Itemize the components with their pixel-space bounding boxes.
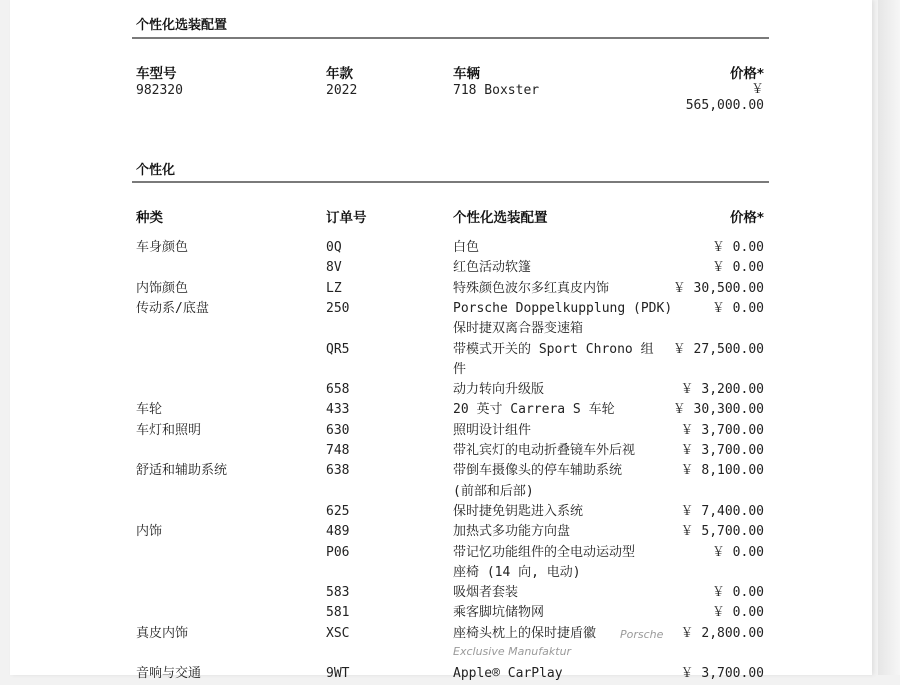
base-price-value: 565,000.00 (685, 98, 764, 113)
row-price: ￥ 3,200.00 (680, 382, 764, 398)
row-category: 舒适和辅助系统 (136, 463, 228, 479)
row-category: 车轮 (136, 402, 163, 418)
row-option-text: 红色活动软篷 (453, 260, 532, 276)
row-order-code: 489 (326, 524, 350, 540)
header-vehicle: 车辆 (453, 66, 480, 82)
row-category: 车身颜色 (136, 240, 189, 255)
row-order-code: 8V (326, 260, 342, 276)
row-price: ￥ 0.00 (711, 605, 764, 621)
row-option-text: 带礼宾灯的电动折叠镜车外后视 (453, 443, 636, 458)
row-category: 内饰颜色 (136, 280, 189, 296)
row-price: ￥ 2,800.00 (680, 625, 764, 641)
row-category: 真皮内饰 (136, 625, 189, 641)
header-price: 价格* (729, 210, 764, 226)
row-option-text: 20 英寸 Carrera S 车轮 (453, 402, 615, 418)
year-value: 2022 (326, 83, 358, 98)
row-price: ￥ 5,700.00 (680, 524, 764, 540)
row-price: ￥ 3,700.00 (680, 443, 764, 458)
row-category: 车灯和照明 (136, 422, 202, 438)
row-option-text: 加热式多功能方向盘 (453, 524, 571, 540)
row-option-note: Porsche (620, 627, 664, 641)
row-order-code: 638 (326, 463, 350, 479)
vehicle-value: 718 Boxster (453, 83, 540, 98)
row-order-code: LZ (326, 280, 342, 296)
row-price: ￥ 3,700.00 (680, 422, 764, 438)
row-category: 传动系/底盘 (136, 300, 209, 316)
section-divider (132, 37, 769, 39)
row-option-text: 乘客脚坑储物网 (453, 605, 545, 621)
header-price: 价格* (729, 66, 764, 82)
row-order-code: 9WT (326, 666, 350, 682)
row-option-text: 带记忆功能组件的全电动运动型 (453, 544, 636, 560)
row-option-text: 保时捷双离合器变速箱 (453, 321, 584, 337)
row-option-text: 照明设计组件 (453, 422, 532, 438)
row-order-code: 630 (326, 422, 350, 438)
row-option-text: 带模式开关的 Sport Chrono 组 (453, 341, 654, 357)
row-option-text: Porsche Doppelkupplung (PDK) (453, 300, 673, 316)
model-code-value: 982320 (136, 83, 183, 98)
row-price: ￥ 0.00 (711, 585, 764, 601)
row-order-code: XSC (326, 625, 350, 641)
header-year: 年款 (326, 66, 353, 82)
row-order-code: 658 (326, 382, 350, 398)
row-order-code: 625 (326, 503, 350, 519)
row-order-code: 748 (326, 443, 350, 458)
row-price: ￥ 0.00 (711, 240, 764, 255)
header-order-no: 订单号 (326, 210, 367, 226)
row-order-code: 581 (326, 605, 350, 621)
row-option-text: 座椅 (14 向, 电动) (453, 564, 581, 580)
row-order-code: P06 (326, 544, 350, 560)
section-title-personalization: 个性化 (136, 163, 176, 178)
row-price: ￥ 0.00 (711, 544, 764, 560)
row-option-text: 座椅头枕上的保时捷盾徽 (453, 625, 597, 641)
row-category: 音响与交通 (136, 666, 202, 682)
row-price: ￥ 30,300.00 (672, 402, 764, 418)
row-price: ￥ 0.00 (711, 260, 764, 276)
row-order-code: 583 (326, 585, 350, 601)
row-order-code: QR5 (326, 341, 350, 357)
page-edge-shadow (878, 0, 900, 675)
row-category: 内饰 (136, 524, 163, 540)
row-order-code: 0Q (326, 240, 342, 255)
row-option-text: 吸烟者套装 (453, 585, 519, 601)
row-option-text: (前部和后部) (453, 483, 534, 499)
row-order-code: 250 (326, 300, 350, 316)
header-category: 种类 (136, 210, 163, 226)
row-option-text: Apple® CarPlay (453, 666, 563, 682)
row-order-code: 433 (326, 402, 350, 418)
row-option-text: 带倒车摄像头的停车辅助系统 (453, 463, 623, 479)
row-price: ￥ 0.00 (711, 300, 764, 316)
row-price: ￥ 30,500.00 (672, 280, 764, 296)
row-option-text: 件 (453, 361, 467, 377)
row-option-text: 动力转向升级版 (453, 382, 545, 398)
header-option: 个性化选装配置 (453, 210, 548, 226)
row-price: ￥ 3,700.00 (680, 666, 764, 682)
row-option-text: 白色 (453, 240, 480, 255)
row-price: ￥ 27,500.00 (672, 341, 764, 357)
section-title-config: 个性化选装配置 (136, 18, 228, 33)
row-option-text: 保时捷免钥匙进入系统 (453, 503, 584, 519)
section-divider (132, 181, 769, 183)
row-price: ￥ 7,400.00 (680, 503, 764, 519)
row-price: ￥ 8,100.00 (680, 463, 764, 479)
row-option-note: Exclusive Manufaktur (453, 645, 572, 658)
row-option-text: 特殊颜色波尔多红真皮内饰 (453, 280, 610, 296)
currency-symbol: ￥ (750, 82, 764, 97)
header-model-code: 车型号 (136, 66, 177, 82)
